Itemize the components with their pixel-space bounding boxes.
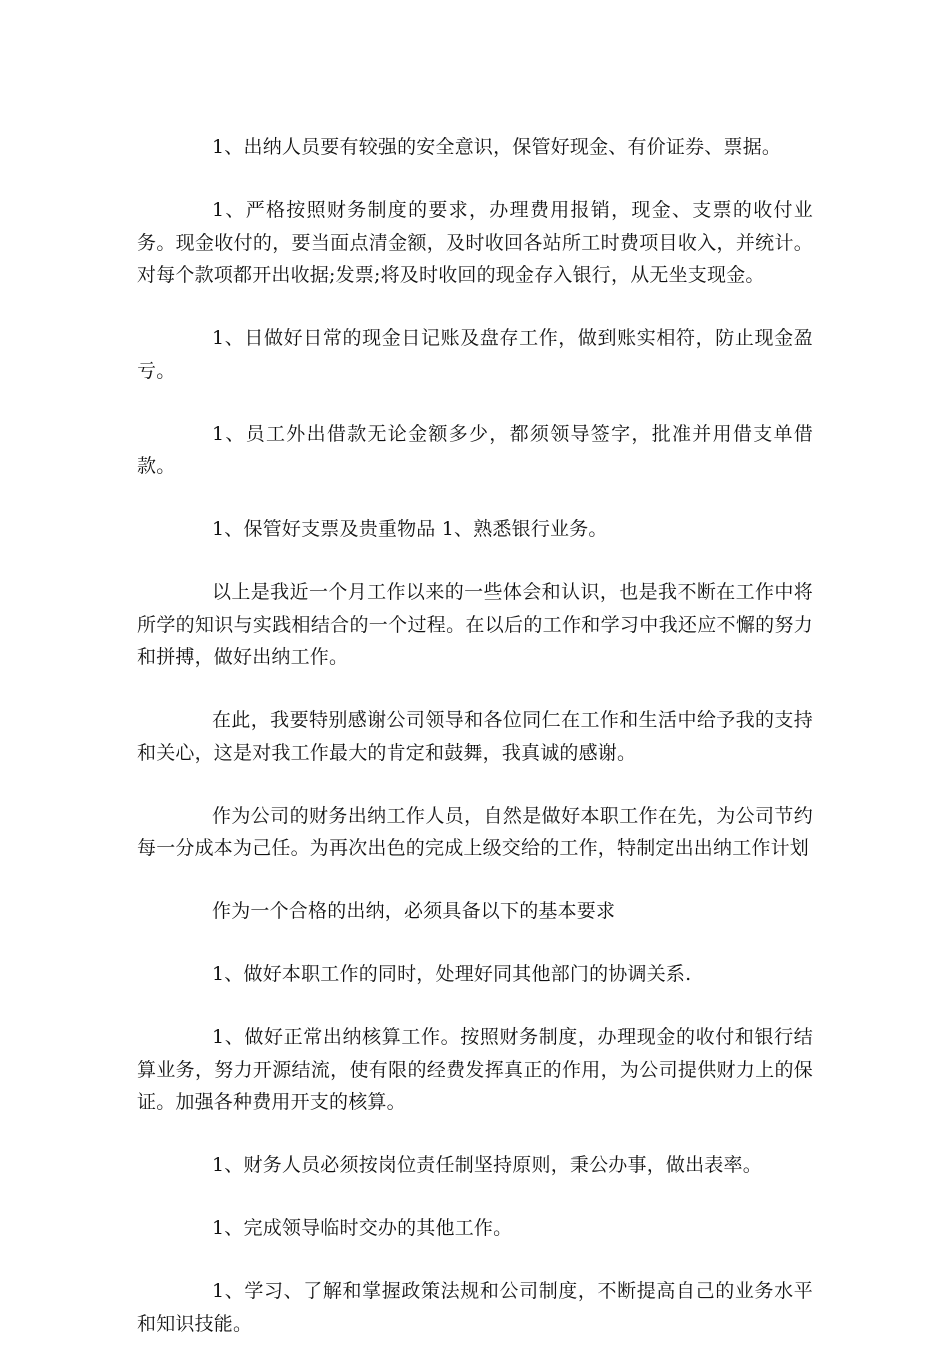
paragraph-other-tasks: 1、完成领导临时交办的其他工作。 xyxy=(212,1217,513,1239)
paragraph-work-plan-intro: 作为公司的财务出纳工作人员，自然是做好本职工作在先，为公司节约每一分成本为己任。为再次出色的完成上级交给的工作，特制定出出纳工作计划 xyxy=(137,804,813,859)
paragraph-expense-reimbursement: 1、严格按照财务制度的要求，办理费用报销，现金、支票的收付业务。现金收付的，要当面点清金额，及时收回各站所工时费项目收入，并统计。对每个款项都开出收据;发票;将及时收回的现金存入银行，从无坐支现金。 xyxy=(137,199,813,286)
paragraph-employee-loans: 1、员工外出借款无论金额多少，都须领导签字，批准并用借支单借款。 xyxy=(137,422,813,477)
paragraph-requirements-heading: 作为一个合格的出纳，必须具备以下的基本要求 xyxy=(212,900,616,922)
paragraph-cheque-custody: 1、保管好支票及贵重物品 1、熟悉银行业务。 xyxy=(212,518,608,540)
paragraph-coordination: 1、做好本职工作的同时，处理好同其他部门的协调关系. xyxy=(212,963,692,985)
paragraph-reflection: 以上是我近一个月工作以来的一些体会和认识，也是我不断在工作中将所学的知识与实践相结合的一个过程。在以后的工作和学习中我还应不懈的努力和拼搏，做好出纳工作。 xyxy=(137,581,813,668)
paragraph-safety-awareness: 1、出纳人员要有较强的安全意识，保管好现金、有价证券、票据。 xyxy=(212,136,782,158)
paragraph-accounting: 1、做好正常出纳核算工作。按照财务制度，办理现金的收付和银行结算业务，努力开源结流，使有限的经费发挥真正的作用，为公司提供财力上的保证。加强各种费用开支的核算。 xyxy=(137,1026,813,1113)
document-body xyxy=(137,131,813,1371)
paragraph-learning: 1、学习、了解和掌握政策法规和公司制度，不断提高自己的业务水平和知识技能。 xyxy=(137,1280,813,1335)
paragraph-principles: 1、财务人员必须按岗位责任制坚持原则，秉公办事，做出表率。 xyxy=(212,1154,762,1176)
paragraph-cash-journal: 1、日做好日常的现金日记账及盘存工作，做到账实相符，防止现金盈亏。 xyxy=(137,327,813,382)
paragraph-thanks: 在此，我要特别感谢公司领导和各位同仁在工作和生活中给予我的支持和关心，这是对我工作最大的肯定和鼓舞，我真诚的感谢。 xyxy=(137,709,813,764)
